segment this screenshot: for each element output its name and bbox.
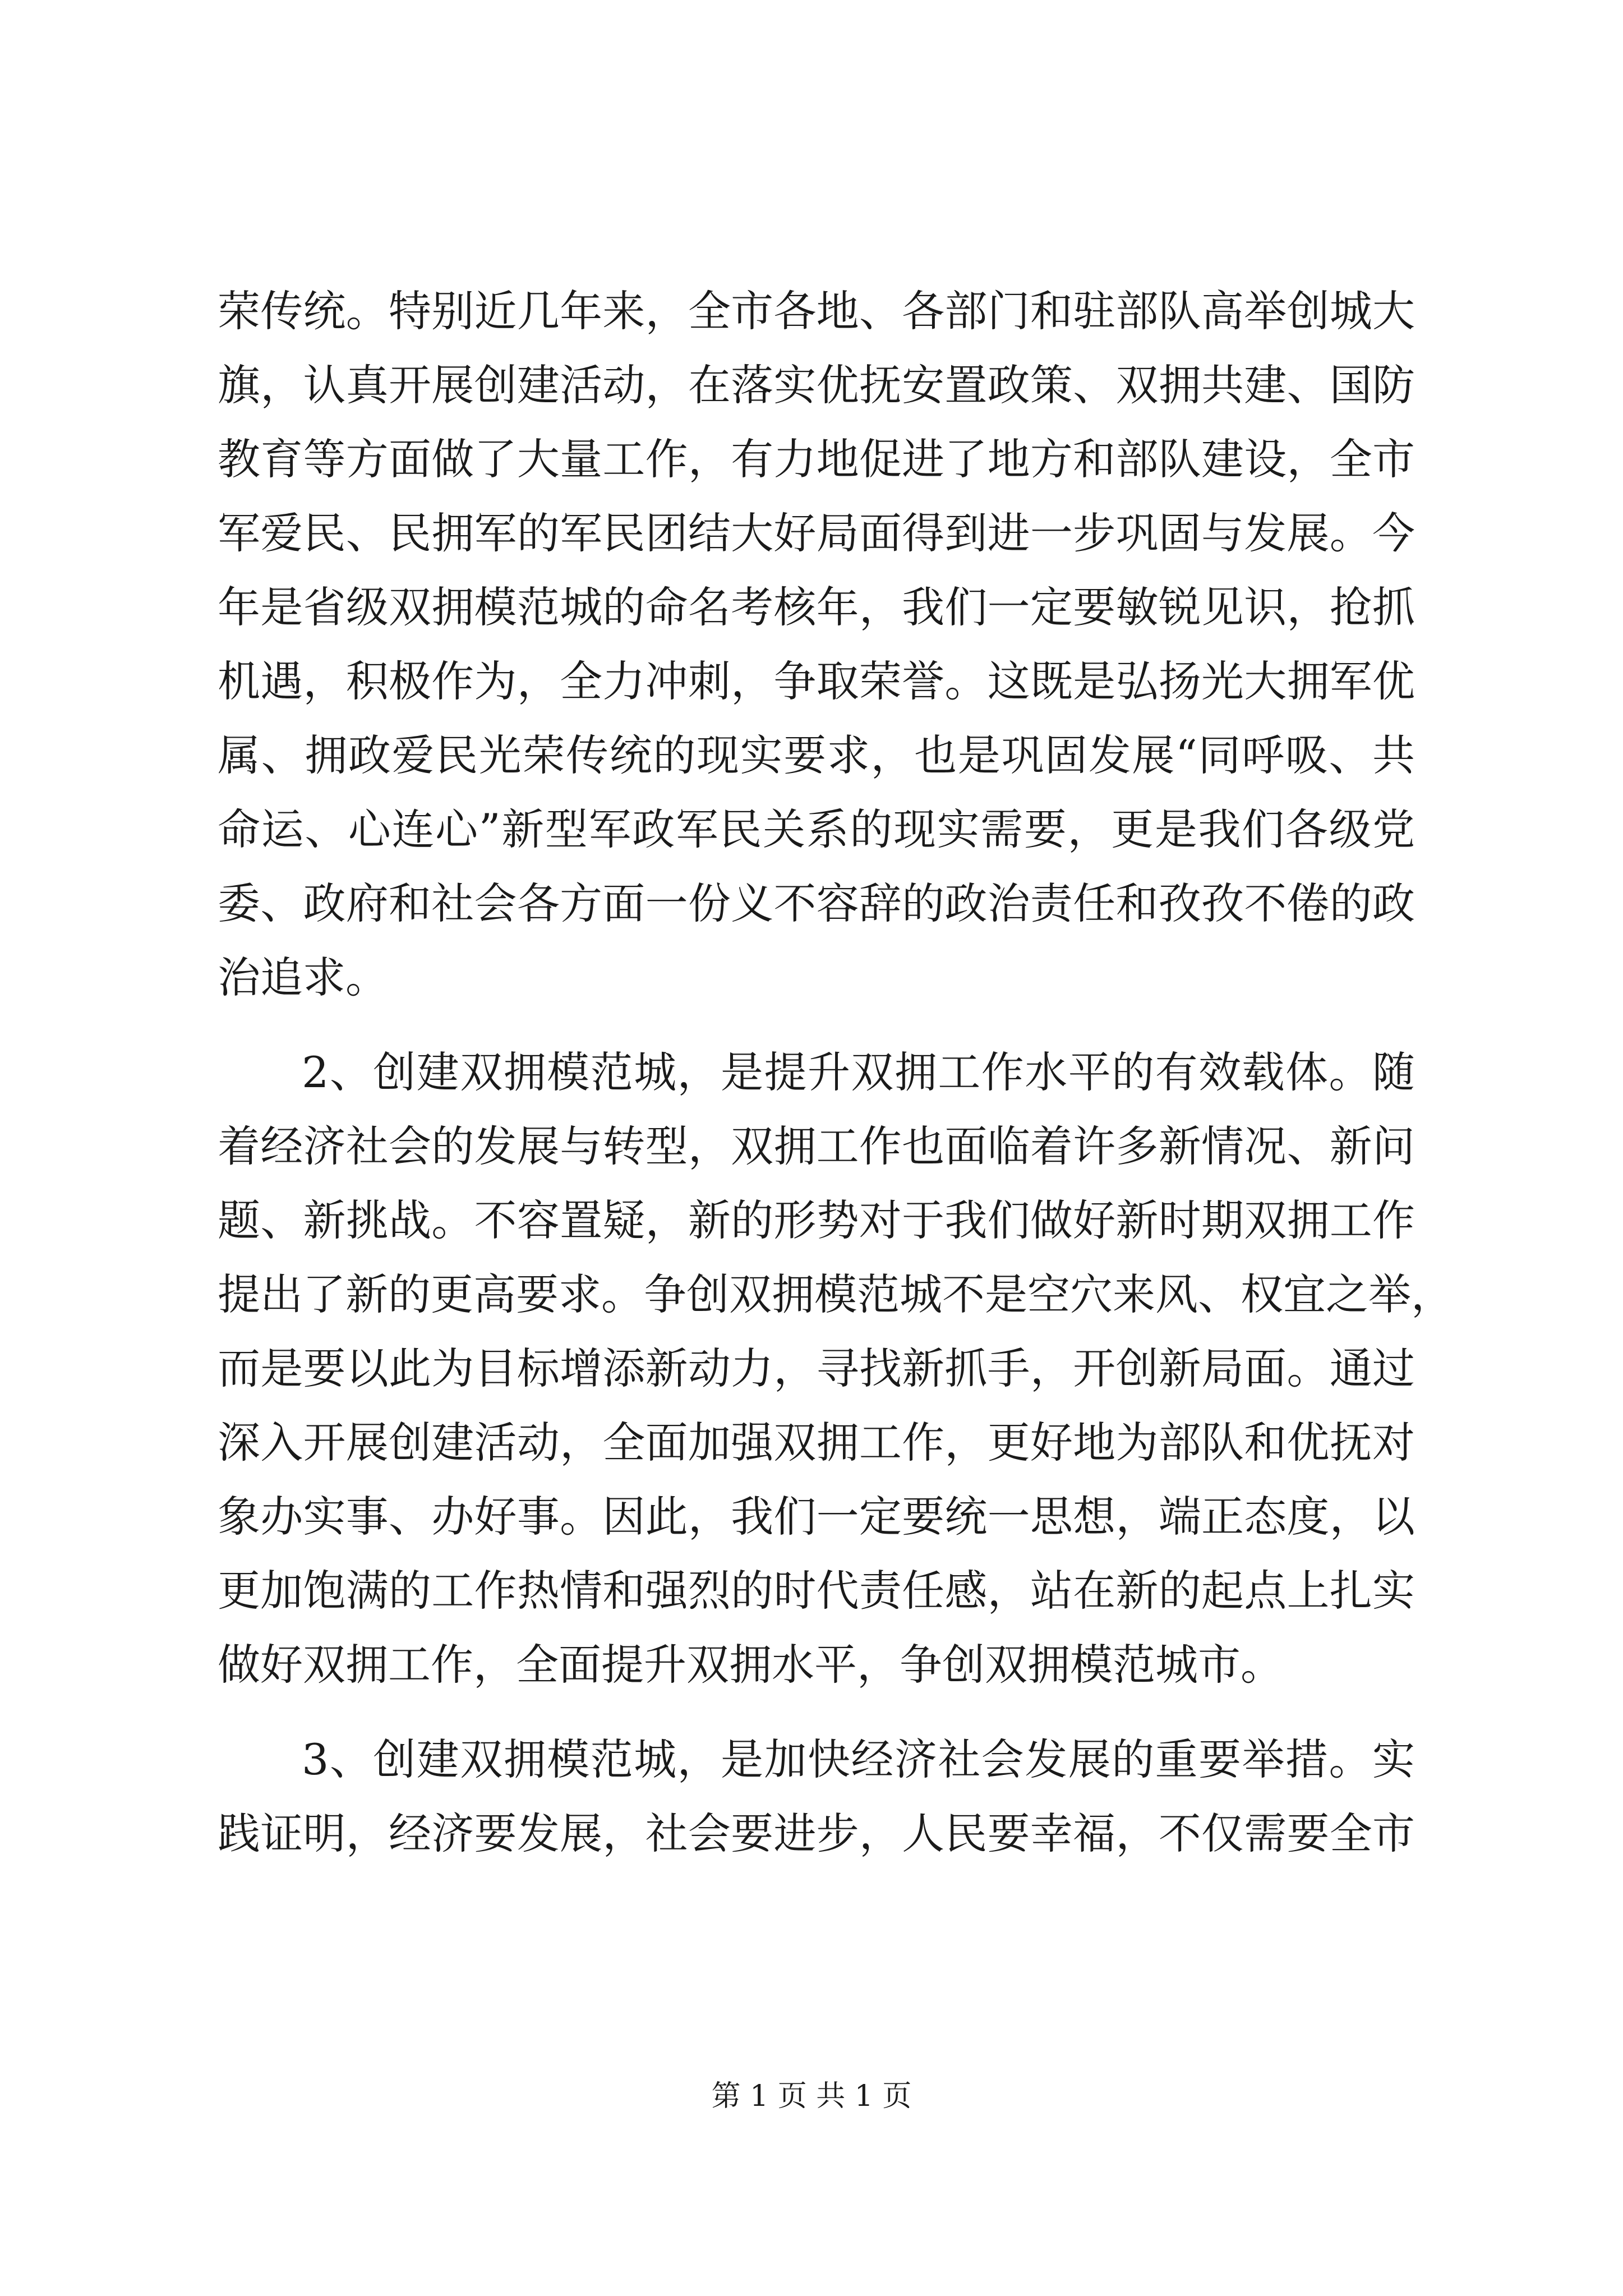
text-line: 荣传统。特别近几年来，全市各地、各部门和驻部队高举创城大 <box>218 286 1415 336</box>
text-line: 践证明，经济要发展，社会要进步，人民要幸福，不仅需要全市 <box>218 1809 1415 1858</box>
text-line: 军爱民、民拥军的军民团结大好局面得到进一步巩固与发展。今 <box>218 508 1415 558</box>
text-line: 2、创建双拥模范城，是提升双拥工作水平的有效载体。随 <box>302 1047 1415 1097</box>
text-line: 委、政府和社会各方面一份义不容辞的政治责任和孜孜不倦的政 <box>218 878 1415 928</box>
text-line: 题、新挑战。不容置疑，新的形势对于我们做好新时期双拥工作 <box>218 1195 1415 1245</box>
text-line: 年是省级双拥模范城的命名考核年，我们一定要敏锐见识，抢抓 <box>218 582 1415 632</box>
text-line: 着经济社会的发展与转型，双拥工作也面临着许多新情况、新问 <box>218 1121 1415 1171</box>
text-line: 旗，认真开展创建活动，在落实优抚安置政策、双拥共建、国防 <box>218 360 1415 410</box>
text-line: 深入开展创建活动，全面加强双拥工作，更好地为部队和优抚对 <box>218 1418 1415 1467</box>
page-number-footer: 第 1 页 共 1 页 <box>711 2079 912 2113</box>
text-line: 属、拥政爱民光荣传统的现实要求，也是巩固发展“同呼吸、共 <box>218 730 1415 780</box>
text-line: 象办实事、办好事。因此，我们一定要统一思想，端正态度，以 <box>218 1492 1415 1542</box>
text-line: 治追求。 <box>218 953 388 1002</box>
text-line: 更加饱满的工作热情和强烈的时代责任感，站在新的起点上扎实 <box>218 1566 1415 1616</box>
text-line: 命运、心连心”新型军政军民关系的现实需要，更是我们各级党 <box>218 804 1415 854</box>
text-line: 而是要以此为目标增添新动力，寻找新抓手，开创新局面。通过 <box>218 1343 1415 1393</box>
text-line: 3、创建双拥模范城，是加快经济社会发展的重要举措。实 <box>302 1734 1415 1784</box>
text-line: 提出了新的更高要求。争创双拥模范城不是空穴来风、权宜之举， <box>218 1269 1454 1319</box>
text-line: 教育等方面做了大量工作，有力地促进了地方和部队建设，全市 <box>218 434 1415 484</box>
text-line: 机遇，积极作为，全力冲刺，争取荣誉。这既是弘扬光大拥军优 <box>218 656 1415 706</box>
text-line: 做好双拥工作，全面提升双拥水平，争创双拥模范城市。 <box>218 1640 1283 1690</box>
